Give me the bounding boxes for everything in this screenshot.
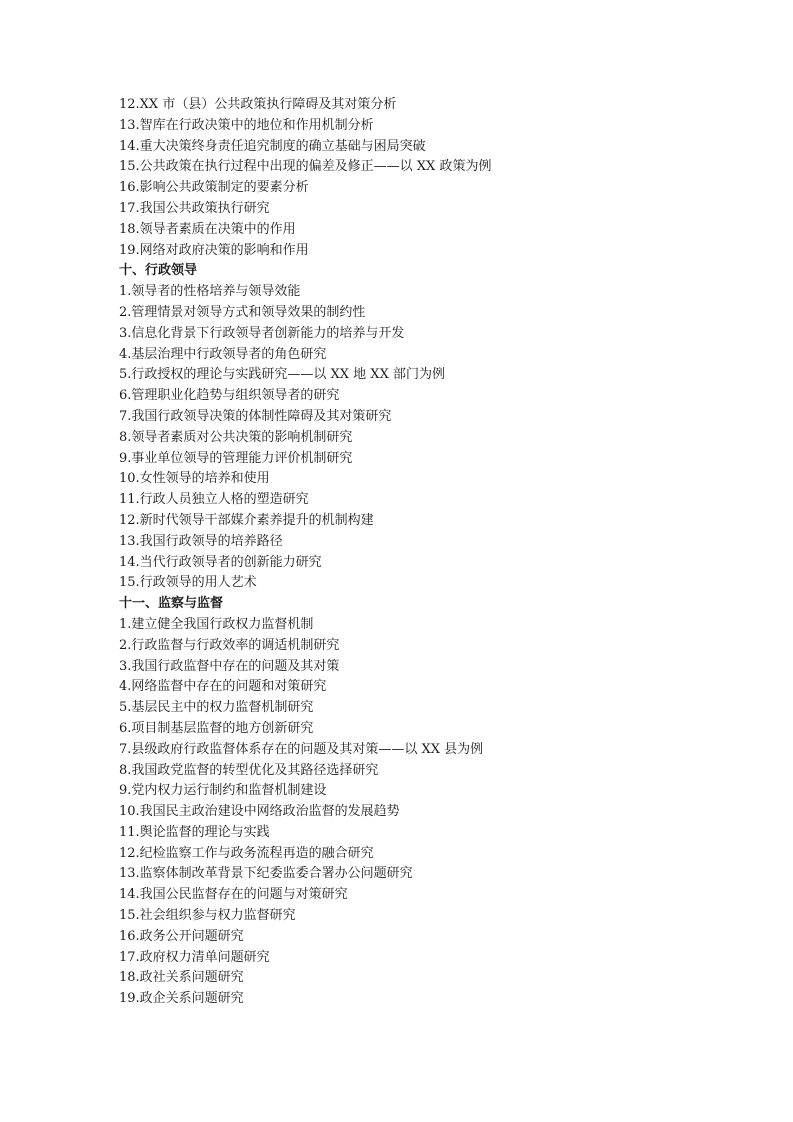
list-item: 7.我国行政领导决策的体制性障碍及其对策研究 xyxy=(119,408,392,424)
list-item: 14.重大决策终身责任追究制度的确立基础与困局突破 xyxy=(119,138,426,154)
list-item: 13.监察体制改革背景下纪委监委合署办公问题研究 xyxy=(119,866,413,882)
list-item: 4.基层治理中行政领导者的角色研究 xyxy=(119,346,327,362)
list-item: 2.管理情景对领导方式和领导效果的制约性 xyxy=(119,304,366,320)
list-item: 18.政社关系问题研究 xyxy=(119,970,244,986)
list-item: 18.领导者素质在决策中的作用 xyxy=(119,221,296,237)
section-administrative-leadership xyxy=(119,261,719,594)
list-item: 5.基层民主中的权力监督机制研究 xyxy=(119,700,314,716)
section-supervision xyxy=(119,594,719,1010)
list-item: 14.当代行政领导者的创新能力研究 xyxy=(119,554,322,570)
section-heading: 十、行政领导 xyxy=(119,263,198,279)
list-item: 5.行政授权的理论与实践研究——以 XX 地 XX 部门为例 xyxy=(119,367,445,383)
section-policy-continued xyxy=(119,95,719,261)
list-item: 19.网络对政府决策的影响和作用 xyxy=(119,242,309,258)
list-item: 10.我国民主政治建设中网络政治监督的发展趋势 xyxy=(119,804,400,820)
list-item: 8.领导者素质对公共决策的影响机制研究 xyxy=(119,429,353,445)
list-item: 3.信息化背景下行政领导者创新能力的培养与开发 xyxy=(119,325,405,341)
list-item: 16.政务公开问题研究 xyxy=(119,928,244,944)
list-item: 17.我国公共政策执行研究 xyxy=(119,200,270,216)
list-item: 15.社会组织参与权力监督研究 xyxy=(119,908,296,924)
list-item: 11.舆论监督的理论与实践 xyxy=(119,824,270,840)
list-item: 13.我国行政领导的培养路径 xyxy=(119,533,283,549)
list-item: 12.纪检监察工作与政务流程再造的融合研究 xyxy=(119,845,374,861)
list-item: 2.行政监督与行政效率的调适机制研究 xyxy=(119,637,340,653)
list-item: 10.女性领导的培养和使用 xyxy=(119,471,270,487)
list-item: 7.县级政府行政监督体系存在的问题及其对策——以 XX 县为例 xyxy=(119,741,484,757)
list-item: 14.我国公民监督存在的问题与对策研究 xyxy=(119,887,348,903)
list-item: 1.建立健全我国行政权力监督机制 xyxy=(119,616,314,632)
list-item: 19.政企关系问题研究 xyxy=(119,991,244,1007)
list-item: 6.项目制基层监督的地方创新研究 xyxy=(119,720,314,736)
list-item: 15.公共政策在执行过程中出现的偏差及修正——以 XX 政策为例 xyxy=(119,159,492,175)
list-item: 11.行政人员独立人格的塑造研究 xyxy=(119,492,309,508)
list-item: 9.党内权力运行制约和监督机制建设 xyxy=(119,783,327,799)
list-item: 16.影响公共政策制定的要素分析 xyxy=(119,180,309,196)
list-item: 9.事业单位领导的管理能力评价机制研究 xyxy=(119,450,353,466)
list-item: 1.领导者的性格培养与领导效能 xyxy=(119,284,301,300)
list-item: 13.智库在行政决策中的地位和作用机制分析 xyxy=(119,117,374,133)
list-item: 3.我国行政监督中存在的问题及其对策 xyxy=(119,658,340,674)
list-item: 17.政府权力清单问题研究 xyxy=(119,949,270,965)
list-item: 6.管理职业化趋势与组织领导者的研究 xyxy=(119,388,340,404)
list-item: 12.XX 市（县）公共政策执行障碍及其对策分析 xyxy=(119,97,397,112)
section-heading: 十一、监察与监督 xyxy=(119,596,224,612)
list-item: 15.行政领导的用人艺术 xyxy=(119,575,257,591)
list-item: 8.我国政党监督的转型优化及其路径选择研究 xyxy=(119,762,379,778)
document-page xyxy=(119,95,719,1010)
list-item: 4.网络监督中存在的问题和对策研究 xyxy=(119,679,327,695)
list-item: 12.新时代领导干部媒介素养提升的机制构建 xyxy=(119,512,374,528)
